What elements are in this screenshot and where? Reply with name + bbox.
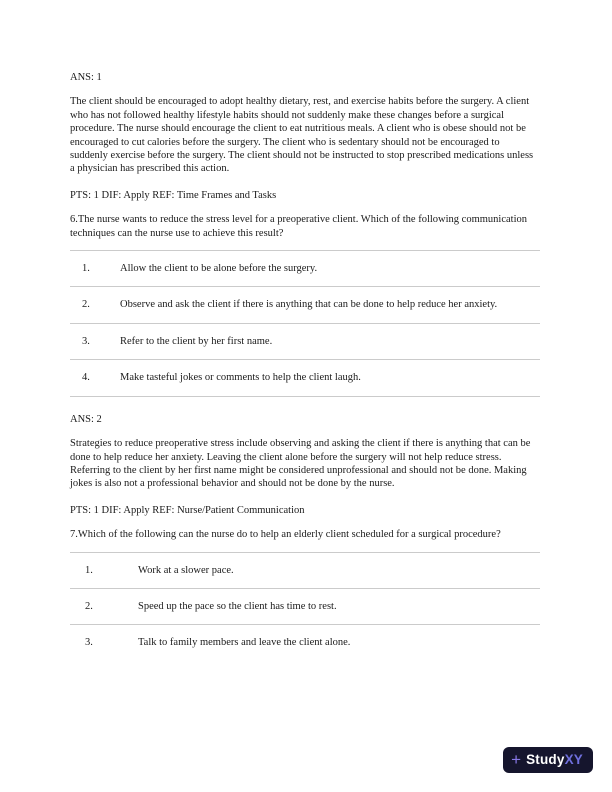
option-row xyxy=(70,323,540,359)
option-number: 1. xyxy=(82,263,90,275)
option-text: Make tasteful jokes or comments to help the client laugh. xyxy=(120,372,361,384)
studyxy-logo-badge xyxy=(503,747,593,773)
option-text: Work at a slower pace. xyxy=(138,564,234,576)
option-row xyxy=(70,552,540,588)
answer-1-meta: PTS: 1 DIF: Apply REF: Time Frames and Tasks xyxy=(70,189,277,201)
option-row xyxy=(70,287,540,323)
plus-icon: + xyxy=(511,749,522,769)
question-7-text: 7.Which of the following can the nurse do to help an elderly client scheduled for a surgical procedure? xyxy=(70,529,501,541)
option-text: Speed up the pace so the client has time to rest. xyxy=(138,600,337,612)
logo-brand-primary: Study xyxy=(526,752,565,768)
option-row xyxy=(70,625,540,661)
option-row xyxy=(70,251,540,287)
question-7-options-table xyxy=(70,552,540,661)
option-text: Allow the client to be alone before the surgery. xyxy=(120,263,318,275)
option-number: 2. xyxy=(85,600,93,612)
option-row xyxy=(70,360,540,396)
option-number: 3. xyxy=(85,637,93,649)
question-6-options-table xyxy=(70,250,540,397)
option-number: 2. xyxy=(82,299,90,311)
option-text: Talk to family members and leave the client alone. xyxy=(138,637,351,649)
option-number: 4. xyxy=(82,372,90,384)
answer-2-meta: PTS: 1 DIF: Apply REF: Nurse/Patient Communication xyxy=(70,504,305,516)
option-text: Refer to the client by her first name. xyxy=(120,335,273,347)
logo-brand-text xyxy=(526,753,583,766)
answer-1-label: ANS: 1 xyxy=(70,72,102,83)
option-text: Observe and ask the client if there is anything that can be done to help reduce her anxiety. xyxy=(120,299,498,311)
answer-2-rationale: Strategies to reduce preoperative stress include observing and asking the client if there is anything that can be done to help reduce her anxiety. Leaving the client alone before the surgery will not help reduce stress. Referring to the client by her first name might be considered unprofessional and should not be done. Making jokes is also not a professional behavior and should not be done by the nurse. xyxy=(70,438,531,490)
option-number: 1. xyxy=(85,564,93,576)
answer-2-label: ANS: 2 xyxy=(70,413,102,425)
answer-1-rationale: The client should be encouraged to adopt healthy dietary, rest, and exercise habits before the surgery. A client who has not followed healthy lifestyle habits should not suddenly make these changes before a surgical procedure. The nurse should encourage the client to eat nutritious meals. A client who is obese should not be encouraged to cut calories before the surgery. The client who is sedentary should not be encouraged to suddenly exercise before the surgery. The client should not be instructed to stop prescribed medications unless a physician has prescribed this action. xyxy=(70,96,534,175)
logo-brand-secondary: XY xyxy=(564,752,583,768)
option-row xyxy=(70,588,540,624)
question-6-text: 6.The nurse wants to reduce the stress level for a preoperative client. Which of the following communication techniques can the nurse use to achieve this result? xyxy=(70,214,527,239)
option-number: 3. xyxy=(82,335,90,347)
